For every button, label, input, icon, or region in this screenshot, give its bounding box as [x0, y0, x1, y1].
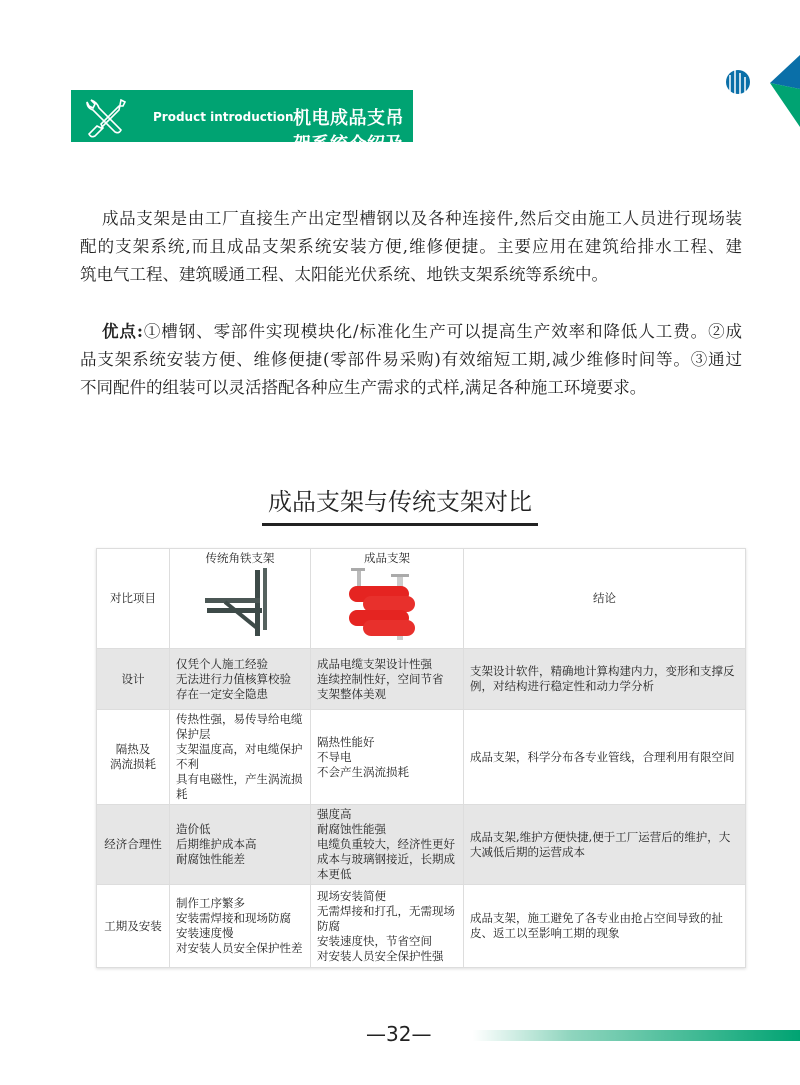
comparison-table [96, 548, 746, 968]
row-traditional: 制作工序繁多 安装需焊接和现场防腐 安装速度慢 对安装人员安全保护性差 [170, 885, 311, 968]
page-number: —32— [366, 1022, 432, 1046]
table-row [97, 885, 746, 968]
row-item: 设计 [97, 649, 170, 710]
header-prefab-label: 成品支架 [364, 551, 410, 565]
row-traditional: 传热性强，易传导给电缆保护层 支架温度高，对电缆保护不利 具有电磁性，产生涡流损耗 [170, 710, 311, 805]
angle-iron-bracket-image [205, 566, 275, 638]
intro-line: 筑电气工程、建筑暖通工程、太阳能光伏系统、地铁支架系统等系统中。 [80, 265, 608, 284]
header-prefab [311, 549, 464, 649]
header-subtitle-en: Product introduction [153, 110, 294, 124]
advantages-paragraph [80, 318, 742, 402]
comparison-title-text: 成品支架与传统支架对比 [262, 482, 538, 526]
row-conclusion: 支架设计软件，精确地计算构建内力，变形和支撑反例，对结构进行稳定性和动力学分析 [464, 649, 746, 710]
header-traditional-label: 传统角铁支架 [205, 551, 275, 565]
company-logo [722, 55, 800, 127]
advantages-label: 优点: [102, 322, 143, 341]
advantages-text: ①槽钢、零部件实现模块化/标准化生产可以提高生产效率和降低人工费。②成 [142, 322, 742, 341]
row-item: 工期及安装 [97, 885, 170, 968]
table-row [97, 649, 746, 710]
advantages-line [80, 318, 742, 346]
row-conclusion: 成品支架，施工避免了各专业由抢占空间导致的扯皮、返工以至影响工期的现象 [464, 885, 746, 968]
advantages-line: 不同配件的组装可以灵活搭配各种应生产需求的式样,满足各种施工环境要求。 [80, 378, 647, 397]
wrench-screwdriver-icon [85, 96, 129, 138]
row-prefab: 现场安装简便 无需焊接和打孔，无需现场防腐 安装速度快，节省空间 对安装人员安全保护性强 [311, 885, 464, 968]
header-traditional [170, 549, 311, 649]
intro-line: 成品支架是由工厂直接生产出定型槽钢以及各种连接件,然后交由施工人员进行现场装 [102, 209, 742, 228]
row-traditional: 造价低 后期维护成本高 耐腐蚀性能差 [170, 805, 311, 885]
row-item: 经济合理性 [97, 805, 170, 885]
intro-paragraph [80, 205, 742, 289]
header-item: 对比项目 [97, 549, 170, 649]
footer-gradient-bar [473, 1030, 800, 1041]
table-row [97, 710, 746, 805]
section-header-banner [71, 90, 413, 181]
row-conclusion: 成品支架,维护方便快捷,便于工厂运营后的维护，大大减低后期的运营成本 [464, 805, 746, 885]
row-prefab: 成品电缆支架设计性强 连续控制性好，空间节省 支架整体美观 [311, 649, 464, 710]
row-conclusion: 成品支架，科学分布各专业管线，合理利用有限空间 [464, 710, 746, 805]
advantages-line: 品支架系统安装方便、维修便捷(零部件易采购)有效缩短工期,减少维修时间等。③通过 [80, 350, 742, 369]
intro-line: 配的支架系统,而且成品支架系统安装方便,维修便捷。主要应用在建筑给排水工程、建 [80, 237, 742, 256]
row-item: 隔热及 涡流损耗 [97, 710, 170, 805]
prefab-bracket-image [347, 566, 427, 642]
comparison-title [0, 482, 800, 526]
header-conclusion: 结论 [464, 549, 746, 649]
header-title: 机电成品支吊架系统介绍及优点 [293, 108, 404, 181]
row-prefab: 强度高 耐腐蚀性能强 电缆负重较大，经济性更好 成本与玻璃钢接近，长期成本更低 [311, 805, 464, 885]
table-row [97, 805, 746, 885]
row-traditional: 仅凭个人施工经验 无法进行力值核算校验 存在一定安全隐患 [170, 649, 311, 710]
row-prefab: 隔热性能好 不导电 不会产生涡流损耗 [311, 710, 464, 805]
table-header-row [97, 549, 746, 649]
